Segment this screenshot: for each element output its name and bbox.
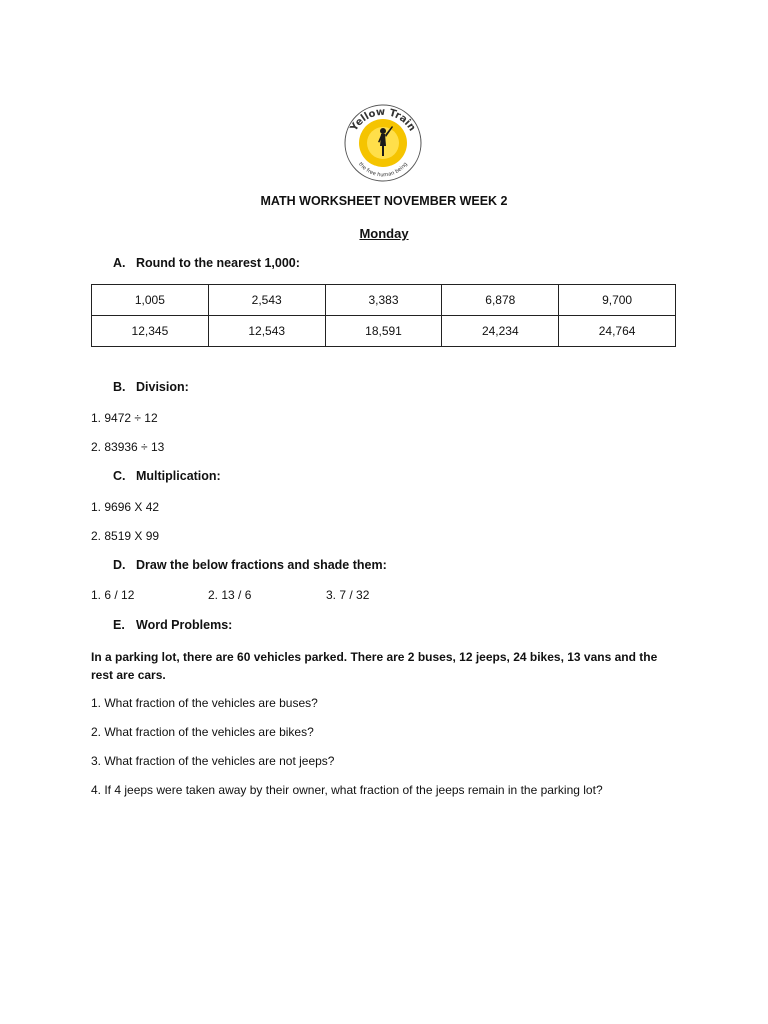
section-title: Round to the nearest 1,000:: [136, 256, 300, 270]
table-cell: 9,700: [559, 285, 676, 316]
table-cell: 12,345: [92, 316, 209, 347]
section-letter: C.: [113, 469, 126, 483]
table-cell: 18,591: [325, 316, 442, 347]
word-problem-text: In a parking lot, there are 60 vehicles parked. There are 2 buses, 12 jeeps, 24 bikes, 13 vans and the rest are cars.: [91, 650, 658, 682]
section-letter: B.: [113, 380, 126, 394]
section-a-heading: [113, 256, 300, 270]
rounding-table: [91, 284, 676, 347]
section-c-heading: [113, 469, 221, 483]
section-title: Division:: [136, 380, 189, 394]
table-cell: 6,878: [442, 285, 559, 316]
section-d-heading: [113, 558, 387, 572]
section-e-heading: [113, 618, 232, 632]
svg-text:the free human being: the free human being: [357, 161, 409, 179]
multiplication-item: 2. 8519 X 99: [91, 529, 160, 543]
table-cell: 12,543: [208, 316, 325, 347]
fraction-item: 2. 13 / 6: [208, 588, 252, 602]
word-problem-question: 1. What fraction of the vehicles are buses?: [91, 696, 318, 710]
table-row: [92, 316, 676, 347]
table-row: [92, 285, 676, 316]
division-item: 1. 9472 ÷ 12: [91, 411, 158, 425]
section-letter: A.: [113, 256, 126, 270]
word-problem-question: 3. What fraction of the vehicles are not jeeps?: [91, 754, 335, 768]
table-cell: 2,543: [208, 285, 325, 316]
table-cell: 24,764: [559, 316, 676, 347]
worksheet-title: MATH WORKSHEET NOVEMBER WEEK 2: [260, 194, 508, 208]
multiplication-item: 1. 9696 X 42: [91, 500, 160, 514]
fraction-item: 3. 7 / 32: [326, 588, 370, 602]
word-problem-question: 4. If 4 jeeps were taken away by their owner, what fraction of the jeeps remain in the parking lot?: [91, 783, 603, 797]
yellow-train-logo: [340, 104, 426, 182]
division-item: 2. 83936 ÷ 13: [91, 440, 165, 454]
day-heading: Monday: [359, 226, 409, 241]
table-cell: 24,234: [442, 316, 559, 347]
word-problem-question: 2. What fraction of the vehicles are bikes?: [91, 725, 314, 739]
section-b-heading: [113, 380, 189, 394]
section-title: Word Problems:: [136, 618, 233, 632]
section-title: Multiplication:: [136, 469, 221, 483]
svg-text:Yellow Train: Yellow Train: [348, 106, 418, 134]
section-letter: D.: [113, 558, 126, 572]
section-title: Draw the below fractions and shade them:: [136, 558, 387, 572]
table-cell: 3,383: [325, 285, 442, 316]
fraction-item: 1. 6 / 12: [91, 588, 135, 602]
section-letter: E.: [113, 618, 125, 632]
table-cell: 1,005: [92, 285, 209, 316]
